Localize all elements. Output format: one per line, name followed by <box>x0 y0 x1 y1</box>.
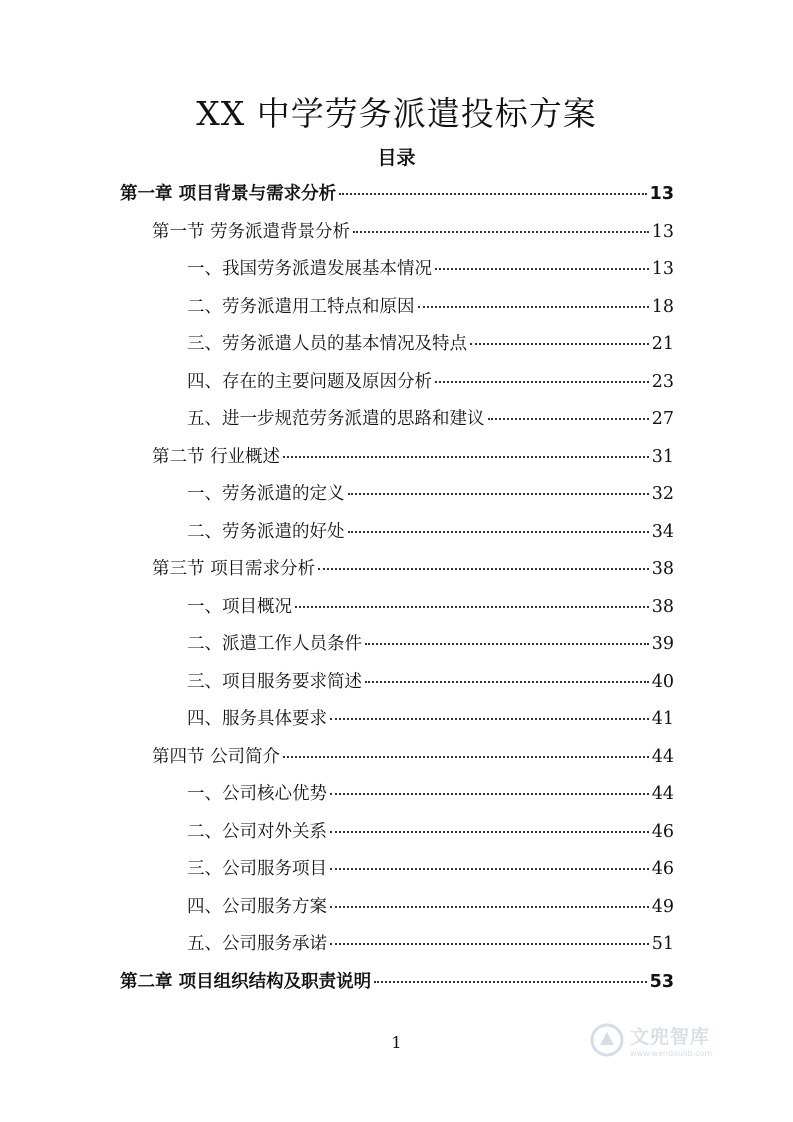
toc-entry[interactable] <box>0 593 674 623</box>
toc-leader-dots <box>339 193 647 195</box>
toc-entry[interactable] <box>0 405 674 435</box>
toc-entry-page: 46 <box>651 821 674 842</box>
toc-entry-label: 二、劳务派遣的好处 <box>187 521 345 542</box>
toc-entry-page: 44 <box>651 746 674 767</box>
toc-leader-dots <box>330 868 649 870</box>
toc-entry[interactable] <box>0 330 674 360</box>
toc-entry-page: 27 <box>651 409 674 429</box>
toc-entry[interactable] <box>0 293 674 323</box>
toc-leader-dots <box>435 268 649 270</box>
toc-leader-dots <box>348 493 649 495</box>
page-number: 1 <box>391 1033 402 1052</box>
wendoc-logo-icon <box>590 1023 624 1057</box>
toc-entry-page: 13 <box>651 221 674 242</box>
toc-entry-label: 二、公司对外关系 <box>187 821 327 842</box>
toc-entry[interactable] <box>0 555 674 585</box>
toc-entry-label: 第三节 项目需求分析 <box>152 559 316 579</box>
toc-entry-page: 53 <box>649 971 674 992</box>
toc-entry-page: 31 <box>651 446 674 467</box>
toc-leader-dots <box>330 793 649 795</box>
toc-entry-label: 五、公司服务承诺 <box>187 934 327 954</box>
toc-entry-label: 第一章 项目背景与需求分析 <box>120 184 337 204</box>
toc-leader-dots <box>330 906 649 908</box>
toc-leader-dots <box>365 681 649 683</box>
toc-leader-dots <box>374 981 647 983</box>
toc-entry-page: 39 <box>651 634 674 654</box>
toc-entry[interactable] <box>0 218 674 248</box>
toc-heading: 目录 <box>377 147 416 169</box>
toc-entry-page: 38 <box>651 596 674 617</box>
toc-leader-dots <box>295 606 649 608</box>
toc-entry-label: 一、劳务派遣的定义 <box>187 484 345 504</box>
toc-entry[interactable] <box>0 705 674 735</box>
toc-entry[interactable] <box>0 180 674 210</box>
toc-entry[interactable] <box>0 668 674 698</box>
toc-entry-label: 三、项目服务要求简述 <box>187 671 362 692</box>
toc-entry-label: 一、我国劳务派遣发展基本情况 <box>187 259 432 279</box>
toc-leader-dots <box>348 531 649 533</box>
toc-entry-page: 40 <box>651 671 674 692</box>
toc-entry-page: 51 <box>651 934 674 954</box>
watermark <box>590 1022 712 1058</box>
toc-entry-page: 13 <box>649 184 674 204</box>
toc-entry-page: 44 <box>651 784 674 804</box>
watermark-url: www.wendoulib.com <box>630 1049 713 1058</box>
toc-leader-dots <box>330 831 649 833</box>
toc-entry-page: 23 <box>651 371 674 392</box>
toc-entry[interactable] <box>0 893 674 923</box>
toc-entry[interactable] <box>0 930 674 960</box>
toc-entry[interactable] <box>0 855 674 885</box>
toc-leader-dots <box>353 231 649 233</box>
toc-entry-label: 二、劳务派遣用工特点和原因 <box>187 296 415 317</box>
toc-entry-label: 二、派遣工作人员条件 <box>187 634 362 654</box>
toc-entry-page: 49 <box>651 896 674 917</box>
toc-entry-label: 四、服务具体要求 <box>187 709 327 729</box>
toc-entry-page: 13 <box>651 259 674 279</box>
document-title: XX 中学劳务派遣投标方案 <box>196 94 597 133</box>
toc-leader-dots <box>283 756 649 758</box>
toc-entry-label: 四、公司服务方案 <box>187 896 327 917</box>
toc-entry-page: 21 <box>651 334 674 354</box>
toc-entry[interactable] <box>0 443 674 473</box>
toc-entry-page: 18 <box>651 296 674 317</box>
toc-entry-label: 第四节 公司简介 <box>152 746 281 767</box>
toc-entry-page: 41 <box>651 709 674 729</box>
toc-entry[interactable] <box>0 818 674 848</box>
toc-entry[interactable] <box>0 368 674 398</box>
toc-leader-dots <box>365 643 649 645</box>
toc-entry[interactable] <box>0 743 674 773</box>
toc-entry-page: 46 <box>651 859 674 879</box>
toc-entry[interactable] <box>0 968 674 998</box>
toc-leader-dots <box>488 418 649 420</box>
toc-leader-dots <box>283 456 649 458</box>
toc-entry-label: 五、进一步规范劳务派遣的思路和建议 <box>187 409 485 429</box>
toc-entry-label: 一、公司核心优势 <box>187 784 327 804</box>
toc-leader-dots <box>318 568 649 570</box>
toc-entry-label: 三、劳务派遣人员的基本情况及特点 <box>187 334 467 354</box>
toc-entry[interactable] <box>0 480 674 510</box>
toc-entry-label: 一、项目概况 <box>187 596 292 617</box>
toc-entry-label: 三、公司服务项目 <box>187 859 327 879</box>
toc-entry[interactable] <box>0 518 674 548</box>
toc-entry-label: 第二节 行业概述 <box>152 446 281 467</box>
watermark-name: 文兜智库 <box>630 1026 711 1048</box>
toc-entry[interactable] <box>0 630 674 660</box>
toc-entry-label: 第二章 项目组织结构及职责说明 <box>120 971 372 992</box>
toc-entry-label: 第一节 劳务派遣背景分析 <box>152 221 351 242</box>
toc-leader-dots <box>435 381 649 383</box>
toc-entry-page: 38 <box>651 559 674 579</box>
toc-entry[interactable] <box>0 255 674 285</box>
toc-entry[interactable] <box>0 780 674 810</box>
toc-leader-dots <box>418 306 649 308</box>
toc-entry-page: 34 <box>651 521 674 542</box>
toc-entry-label: 四、存在的主要问题及原因分析 <box>187 371 432 392</box>
toc-entry-page: 32 <box>651 484 674 504</box>
toc-leader-dots <box>330 718 649 720</box>
toc-leader-dots <box>470 343 649 345</box>
toc-leader-dots <box>330 943 649 945</box>
